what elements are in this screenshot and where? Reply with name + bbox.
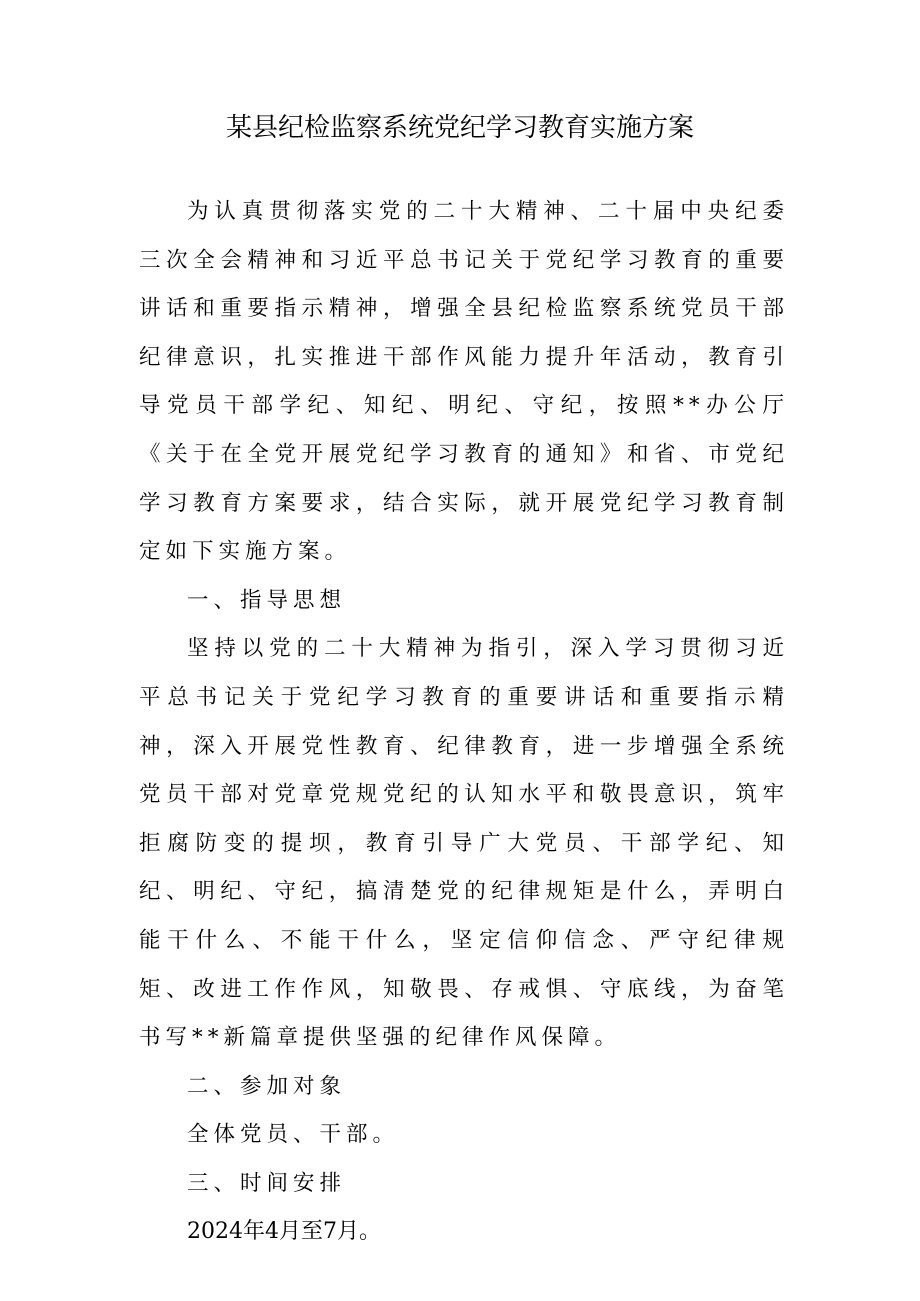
section-heading-guiding-ideology: 一、指导思想 <box>187 587 347 613</box>
section-heading-schedule: 三、时间安排 <box>187 1170 347 1196</box>
section-content-guiding-ideology: 坚持以党的二十大精神为指引，深入学习贯彻习近平总书记关于党纪学习教育的重要讲话和重要指示精神，深入开展党性教育、纪律教育，进一步增强全系统党员干部对党章党规党纪的认知水平和敬畏意识，筑牢拒腐防变的提坝，教育引导广大党员、干部学纪、知纪、明纪、守纪，搞清楚党的纪律规矩是什么，弄明白能干什么、不能干什么，坚定信仰信念、严守纪律规矩、改进工作作风，知敬畏、存戒惧、守底线，为奋笔书写**新篇章提供坚强的纪律作风保障。 <box>139 636 789 1051</box>
section-content-schedule: 2024年4月至7月。 <box>187 1219 381 1245</box>
intro-paragraph: 为认真贯彻落实党的二十大精神、二十届中央纪委三次全会精神和习近平总书记关于党纪学习教育的重要讲话和重要指示精神，增强全县纪检监察系统党员干部纪律意识，扎实推进干部作风能力提升年活动，教育引导党员干部学纪、知纪、明纪、守纪，按照**办公厅《关于在全党开展党纪学习教育的通知》和省、市党纪学习教育方案要求，结合实际，就开展党纪学习教育制定如下实施方案。 <box>139 199 789 565</box>
section-heading-participants: 二、参加对象 <box>187 1073 347 1099</box>
document-title: 某县纪检监察系统党纪学习教育实施方案 <box>225 113 694 143</box>
document-body <box>139 188 789 1257</box>
section-content-participants: 全体党员、干部。 <box>187 1122 400 1148</box>
